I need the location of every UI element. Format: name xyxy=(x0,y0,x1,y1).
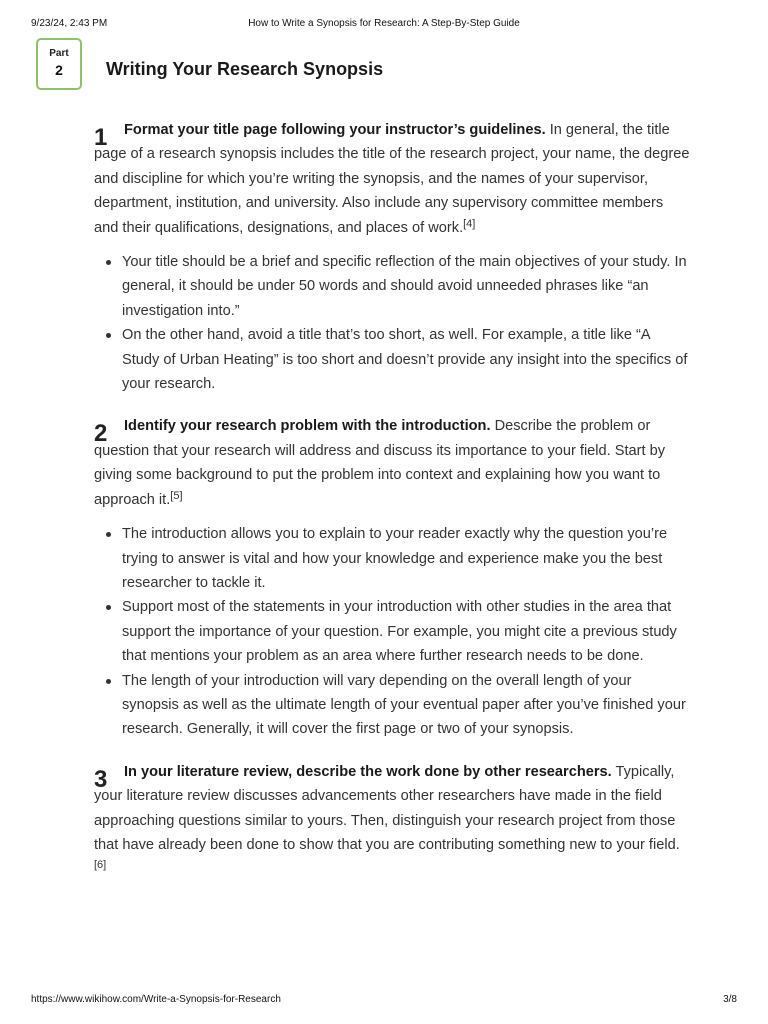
page-number: 3/8 xyxy=(723,994,737,1005)
step-lead: In your literature review, describe the work done by other researchers. xyxy=(124,763,612,780)
step-body: In general, the title page of a research synopsis includes the title of the research project, your name, the degree and discipline for which you’re writing the synopsis, and the names of your supervisor, department, institution, and university. Also include any supervisory committee members and their qualifications, designations, and places of work. xyxy=(94,122,690,236)
step-number: 3 xyxy=(94,765,108,793)
step-lead: Format your title page following your instructor’s guidelines. xyxy=(124,122,546,138)
step-number: 2 xyxy=(94,420,108,448)
step-number: 1 xyxy=(94,124,108,151)
step-body: Describe the problem or question that your research will address and discuss its importance to your field. Start by giving some background to put the problem into context and explaining how you want to approach it. xyxy=(94,418,666,508)
step-reference-link[interactable]: [5] xyxy=(170,489,183,502)
bullet-item: On the other hand, avoid a title that’s too short, as well. For example, a title like “A Study of Urban Heating” is too short and doesn’t provide any insight into the specifics of your research. xyxy=(94,323,690,396)
step-text xyxy=(94,118,690,240)
part-number: 2 xyxy=(55,62,63,78)
step-bullets xyxy=(94,522,690,742)
bullet-item: Your title should be a brief and specific reflection of the main objectives of your study. In general, it should be under 50 words and should avoid unneeded phrases like “an investigation into.” xyxy=(94,250,690,323)
print-footer xyxy=(31,994,737,1008)
part-title: Writing Your Research Synopsis xyxy=(106,59,384,79)
step-text xyxy=(94,760,690,882)
step-lead: Identify your research problem with the introduction. xyxy=(124,418,491,435)
step-2 xyxy=(94,414,690,741)
steps-list xyxy=(94,118,690,900)
bullet-item: The introduction allows you to explain to your reader exactly why the question you’re trying to answer is vital and how your knowledge and experience make you the best researcher to tackle it. xyxy=(94,522,690,595)
step-reference-link[interactable]: [6] xyxy=(94,859,107,872)
step-3 xyxy=(94,760,690,882)
step-1 xyxy=(94,118,690,396)
bullet-item: Support most of the statements in your introduction with other studies in the area that support the importance of your question. For example, you might cite a previous study that mentions your problem as an area where further research needs to be done. xyxy=(94,595,690,668)
print-header xyxy=(31,18,737,32)
part-badge xyxy=(36,38,82,90)
step-reference-link[interactable]: [4] xyxy=(463,217,476,230)
step-bullets xyxy=(94,250,690,396)
part-label: Part xyxy=(49,48,69,59)
print-doc-title: How to Write a Synopsis for Research: A Step-By-Step Guide xyxy=(248,18,520,29)
bullet-item: The length of your introduction will vary depending on the overall length of your synopsis as well as the ultimate length of your eventual paper after you’ve finished your research. Generally, it will cover the first page or two of your synopsis. xyxy=(94,669,690,742)
page-url: https://www.wikihow.com/Write-a-Synopsis-for-Research xyxy=(31,994,281,1005)
step-body: Typically, your literature review discusses advancements other researchers have made in the field approaching questions similar to yours. Then, distinguish your research project from those that have already been done to show that you are contributing something new to your field. xyxy=(94,763,680,853)
print-datetime: 9/23/24, 2:43 PM xyxy=(31,18,108,29)
step-text xyxy=(94,414,690,512)
